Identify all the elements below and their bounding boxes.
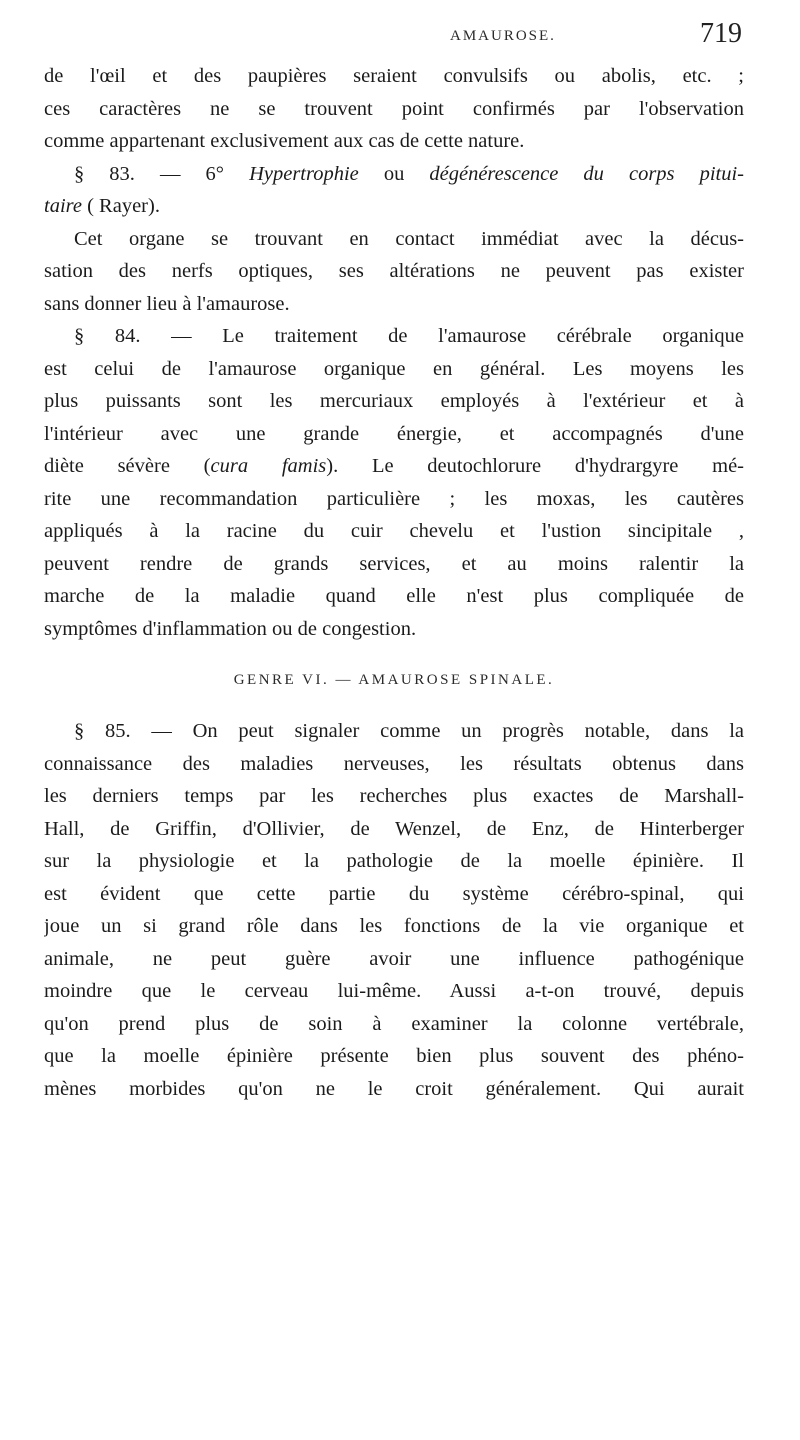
text-line: connaissance des maladies nerveuses, les résultats obtenus dans	[44, 752, 744, 775]
section-83-title-line	[44, 190, 744, 223]
text-line: est celui de l'amaurose organique en général. Les moyens les	[44, 357, 744, 380]
text-line: appliqués à la racine du cuir chevelu et l'ustion sincipitale ,	[44, 520, 744, 542]
text-line: de l'œil et des paupières seraient convulsifs ou abolis, etc. ;	[44, 65, 744, 87]
text-line: qu'on prend plus de soin à examiner la colonne vertébrale,	[44, 1012, 744, 1035]
text-line: moindre que le cerveau lui-même. Aussi a-t-on trouvé, depuis	[44, 980, 744, 1002]
text-fragment: ( Rayer).	[81, 195, 160, 217]
text-line: Hall, de Griffin, d'Ollivier, de Wenzel, de Enz, de Hinterberger	[44, 817, 744, 840]
text-line: les derniers temps par les recherches plus exactes de Marshall-	[44, 785, 744, 807]
text-line: est évident que cette partie du système cérébro-spinal, qui	[44, 882, 744, 905]
text-fragment: diète sévère (	[44, 455, 211, 477]
text-line: joue un si grand rôle dans les fonctions de la vie organique et	[44, 915, 744, 937]
page-number: 719	[700, 18, 742, 49]
italic-term: cura famis	[210, 455, 327, 477]
text-line: ces caractères ne se trouvent point confirmés par l'observation	[44, 97, 744, 120]
text-line: § 85. — On peut signaler comme un progrès notable, dans la	[74, 720, 744, 742]
text-line	[44, 450, 744, 483]
italic-term: dégénérescence du corps pitui-	[429, 162, 744, 185]
text-line: rite une recommandation particulière ; les moxas, les cautères	[44, 487, 744, 510]
text-line: § 84. — Le traitement de l'amaurose cérébrale organique	[74, 325, 744, 347]
text-line: plus puissants sont les mercuriaux employés à l'extérieur et à	[44, 390, 744, 412]
section-number: § 83. — 6°	[74, 162, 224, 185]
text-fragment: ou	[383, 162, 405, 185]
text-line: Cet organe se trouvant en contact immédiat avec la décus-	[74, 227, 744, 250]
text-line: l'intérieur avec une grande énergie, et accompagnés d'une	[44, 422, 744, 445]
running-head: AMAUROSE.	[450, 28, 556, 44]
text-line: sation des nerfs optiques, ses altérations ne peuvent pas exister	[44, 260, 744, 282]
text-line: comme appartenant exclusivement aux cas de cette nature.	[44, 130, 525, 152]
body-text	[44, 60, 744, 1105]
italic-term: taire	[44, 195, 82, 217]
text-line: sans donner lieu à l'amaurose.	[44, 292, 290, 315]
section-83-title-line	[44, 158, 744, 191]
text-line: animale, ne peut guère avoir une influence pathogénique	[44, 947, 744, 970]
text-line: symptômes d'inflammation ou de congestion.	[44, 617, 417, 640]
section-heading: GENRE VI. — AMAUROSE SPINALE.	[233, 672, 555, 688]
text-line: peuvent rendre de grands services, et au moins ralentir la	[44, 552, 744, 575]
text-line: sur la physiologie et la pathologie de la moelle épinière. Il	[44, 850, 744, 872]
text-line: que la moelle épinière présente bien plus souvent des phéno-	[44, 1045, 744, 1067]
text-line: marche de la maladie quand elle n'est plus compliquée de	[44, 585, 744, 607]
italic-term: Hypertrophie	[249, 162, 359, 185]
text-fragment: ). Le deutochlorure d'hydrargyre mé-	[326, 455, 744, 477]
text-line: mènes morbides qu'on ne le croit généralement. Qui aurait	[44, 1077, 744, 1100]
page-header	[0, 18, 800, 58]
